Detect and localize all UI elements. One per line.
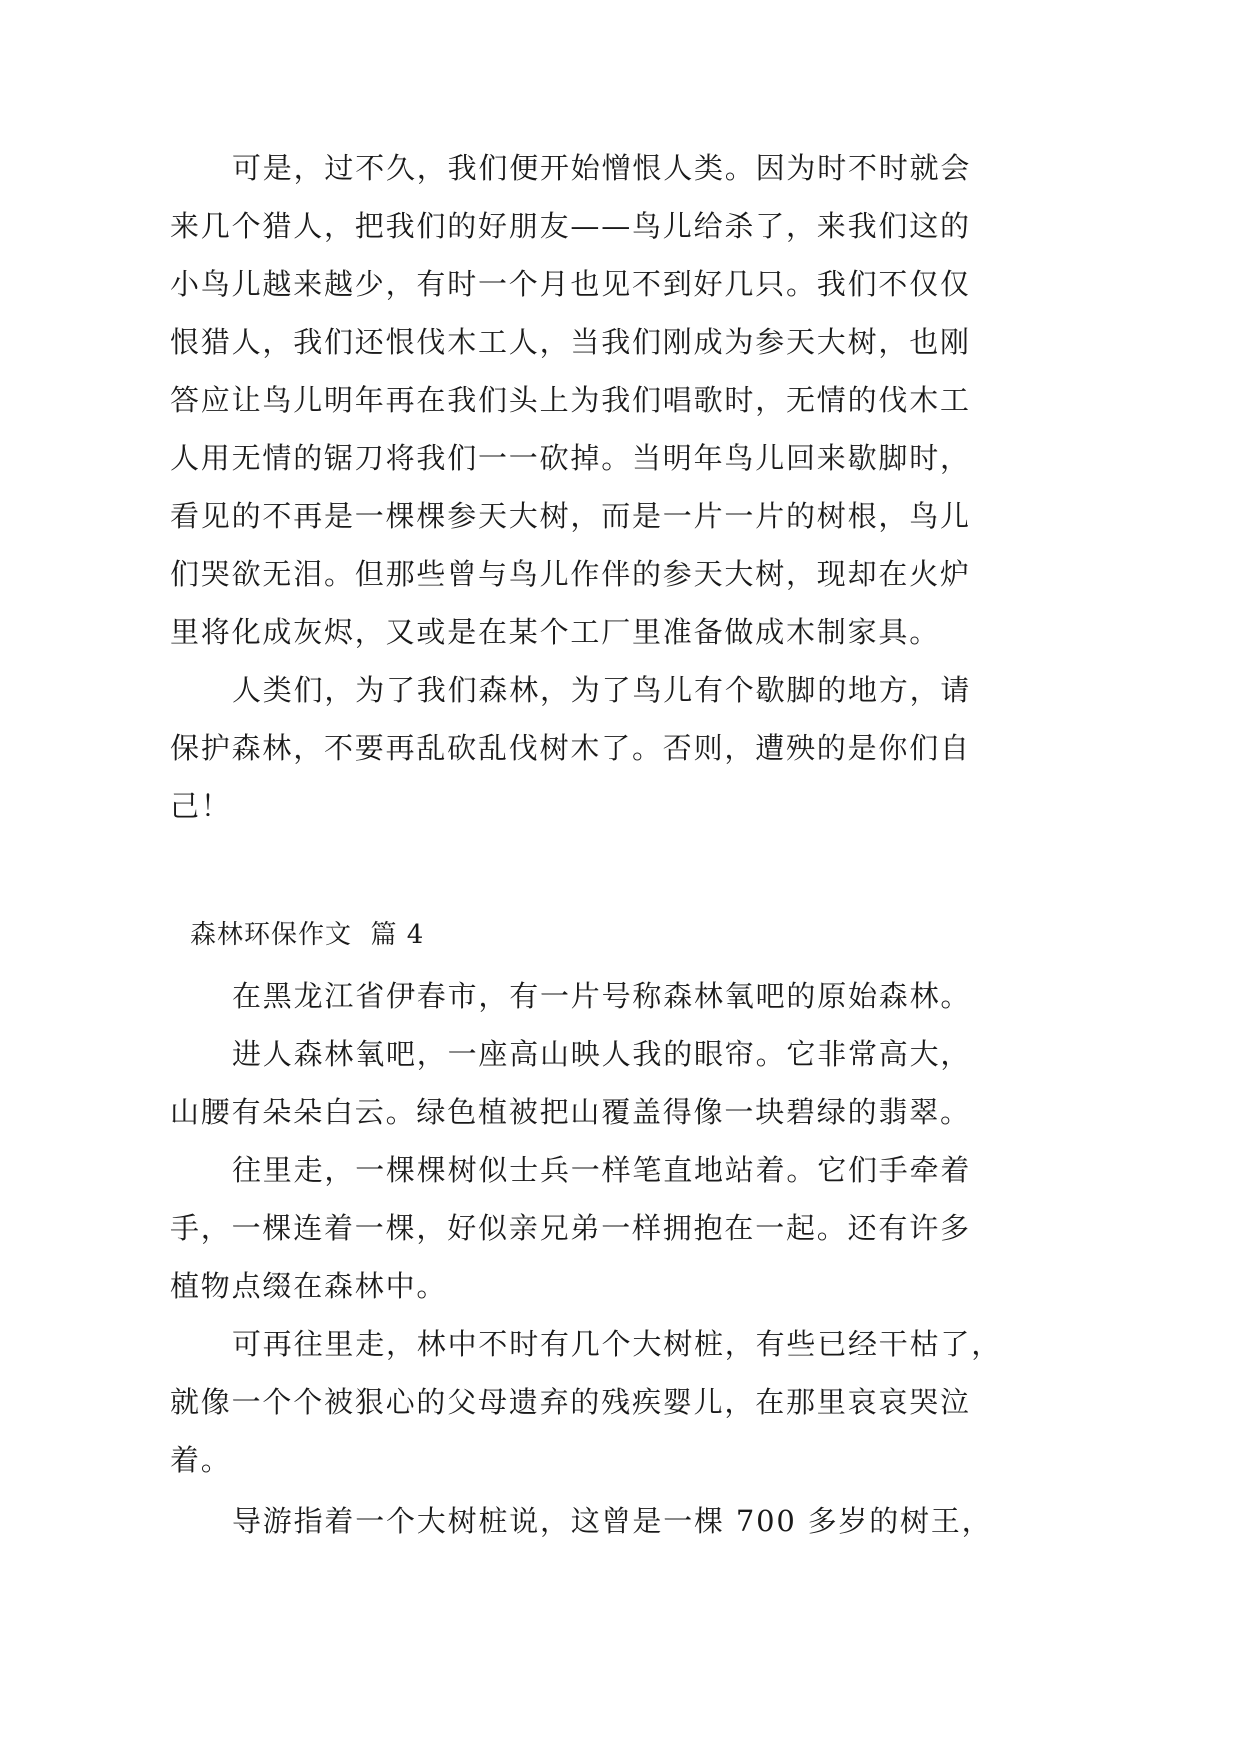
text-line: 在黑龙江省伊春市，有一片号称森林氧吧的原始森林。 [232,979,972,1013]
text-line: 就像一个个被狠心的父母遗弃的残疾婴儿，在那里哀哀哭泣 [170,1385,971,1419]
text-line: 里将化成灰烬，又或是在某个工厂里准备做成木制家具。 [170,615,941,649]
text-line: 己！ [170,789,232,823]
text-line: 可是，过不久，我们便开始憎恨人类。因为时不时就会 [232,151,972,185]
text-line: 保护森林，不要再乱砍乱伐树木了。否则，遭殃的是你们自 [170,731,971,765]
text-line: 看见的不再是一棵棵参天大树，而是一片一片的树根，鸟儿 [170,499,971,533]
text-line: 人用无情的锯刀将我们一一砍掉。当明年鸟儿回来歇脚时， [170,441,971,475]
text-line: 恨猎人，我们还恨伐木工人，当我们刚成为参天大树，也刚 [170,325,971,359]
text-line: 手，一棵连着一棵，好似亲兄弟一样拥抱在一起。还有许多 [170,1211,971,1245]
text-line: 着。 [170,1443,232,1477]
text-line: 植物点缀在森林中。 [170,1269,448,1303]
text-line: 答应让鸟儿明年再在我们头上为我们唱歌时，无情的伐木工 [170,383,971,417]
text-line: 来几个猎人，把我们的好朋友——鸟儿给杀了，来我们这的 [170,209,971,243]
text-line: 可再往里走，林中不时有几个大树桩，有些已经干枯了， [232,1327,1003,1361]
text-line: 们哭欲无泪。但那些曾与鸟儿作伴的参天大树，现却在火炉 [170,557,971,591]
text-line: 进人森林氧吧，一座高山映人我的眼帘。它非常高大， [232,1037,972,1071]
text-line: 人类们，为了我们森林，为了鸟儿有个歇脚的地方，请 [232,673,972,707]
text-line: 导游指着一个大树桩说，这曾是一棵 700 多岁的树王， [232,1504,993,1538]
text-line: 山腰有朵朵白云。绿色植被把山覆盖得像一块碧绿的翡翠。 [170,1095,971,1129]
section-heading: 森林环保作文 篇 4 [190,920,425,950]
text-line: 往里走，一棵棵树似士兵一样笔直地站着。它们手牵着 [232,1153,972,1187]
text-line: 小鸟儿越来越少，有时一个月也见不到好几只。我们不仅仅 [170,267,971,301]
